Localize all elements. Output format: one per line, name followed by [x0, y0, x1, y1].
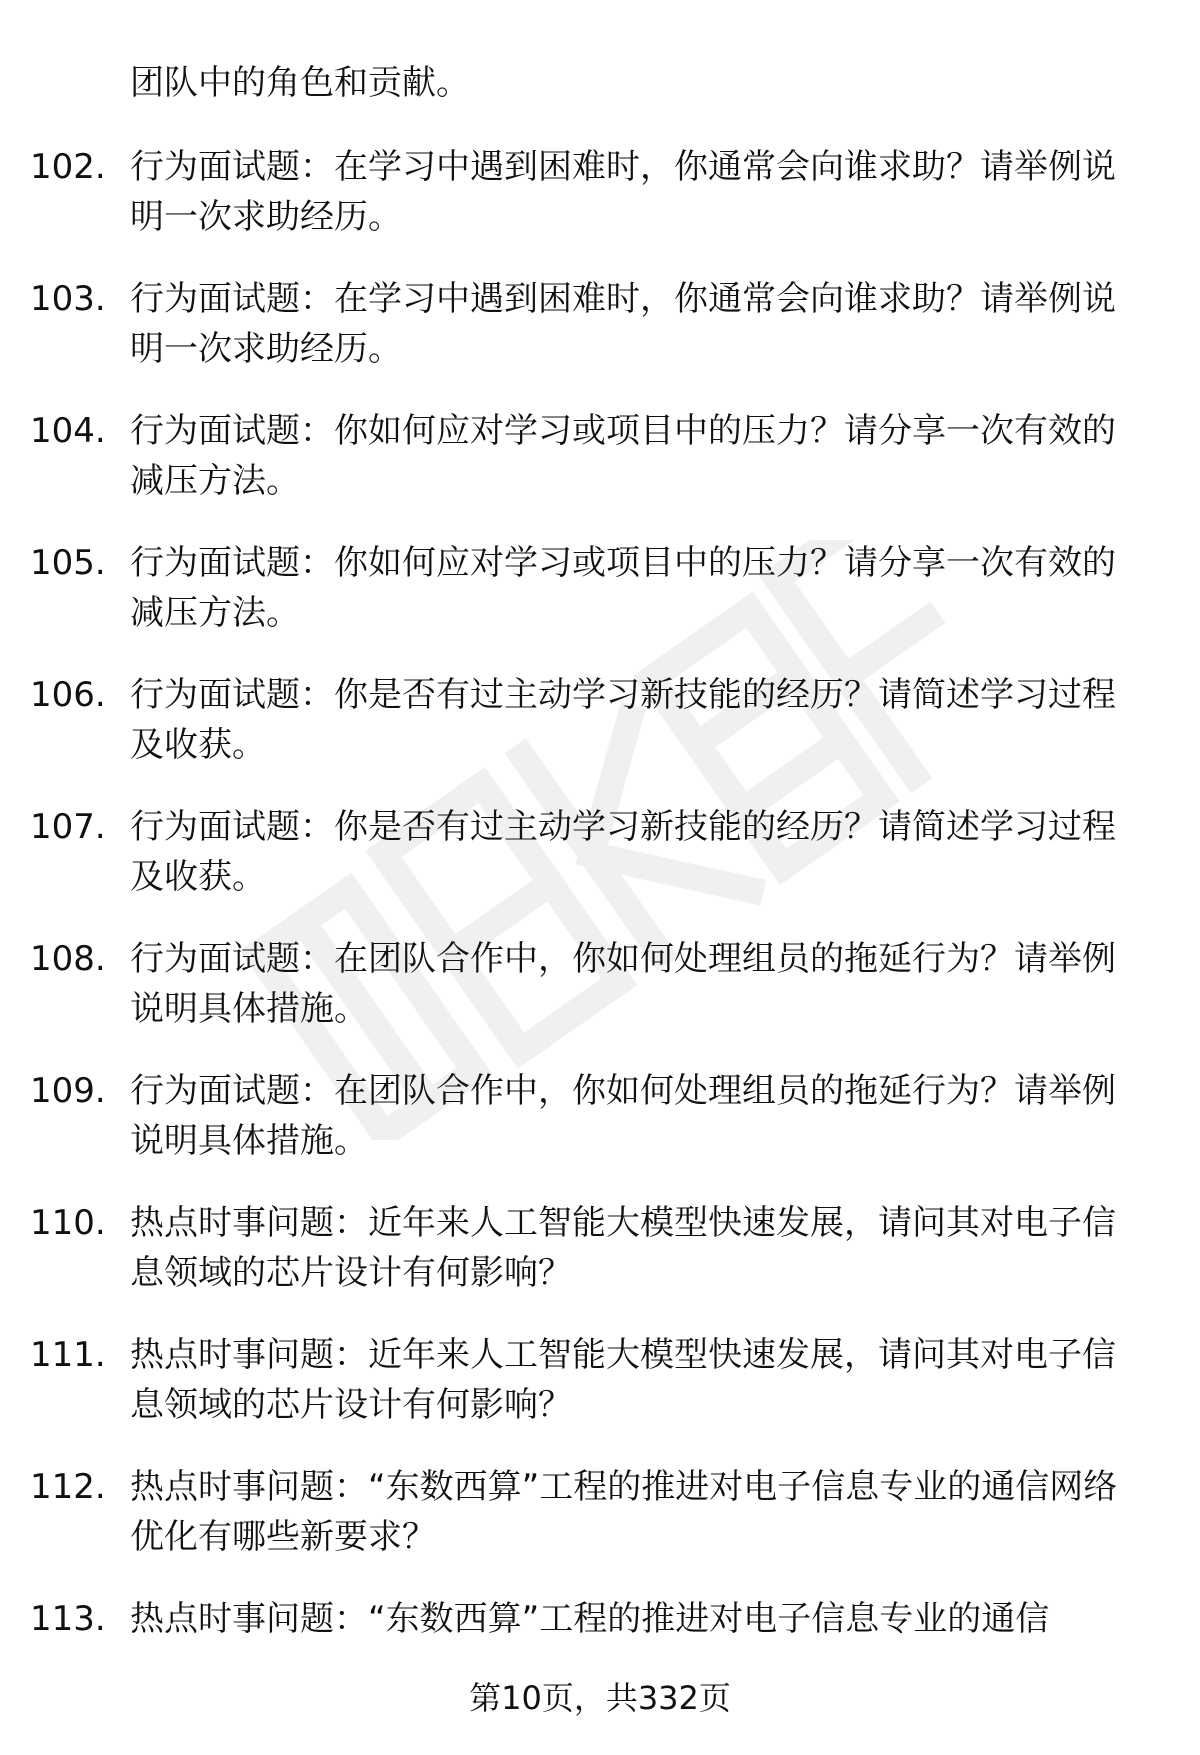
- question-list: [0, 142, 1200, 1726]
- question-text: 行为面试题：在团队合作中，你如何处理组员的拖延行为？请举例说明具体措施。: [130, 939, 1116, 1029]
- question-item: [0, 538, 1200, 670]
- page-footer: [0, 1676, 1200, 1720]
- question-item: [0, 670, 1200, 802]
- question-text: 行为面试题：你如何应对学习或项目中的压力？请分享一次有效的减压方法。: [130, 411, 1116, 501]
- question-number: 104.: [30, 411, 106, 451]
- question-number: 113.: [30, 1599, 106, 1639]
- question-text: 热点时事问题：“东数西算”工程的推进对电子信息专业的通信网络优化有哪些新要求？: [130, 1467, 1118, 1557]
- question-item: [0, 1462, 1200, 1594]
- continuation-text: 团队中的角色和贡献。: [130, 63, 470, 103]
- question-item: [0, 1198, 1200, 1330]
- question-text: 热点时事问题：近年来人工智能大模型快速发展，请问其对电子信息领域的芯片设计有何影响？: [130, 1335, 1116, 1425]
- question-number: 112.: [30, 1467, 106, 1507]
- question-number: 108.: [30, 939, 106, 979]
- question-text: 行为面试题：你如何应对学习或项目中的压力？请分享一次有效的减压方法。: [130, 543, 1116, 633]
- question-text: 行为面试题：在团队合作中，你如何处理组员的拖延行为？请举例说明具体措施。: [130, 1071, 1116, 1161]
- question-number: 107.: [30, 807, 106, 847]
- question-item: [0, 1330, 1200, 1462]
- question-number: 103.: [30, 279, 106, 319]
- question-item: [0, 934, 1200, 1066]
- question-number: 105.: [30, 543, 106, 583]
- question-number: 111.: [30, 1335, 106, 1375]
- question-item: [0, 142, 1200, 274]
- question-text: 行为面试题：在学习中遇到困难时，你通常会向谁求助？请举例说明一次求助经历。: [130, 147, 1116, 237]
- question-text: 行为面试题：你是否有过主动学习新技能的经历？请简述学习过程及收获。: [130, 807, 1116, 897]
- question-number: 106.: [30, 675, 106, 715]
- question-item: [0, 802, 1200, 934]
- question-number: 110.: [30, 1203, 106, 1243]
- question-text: 行为面试题：在学习中遇到困难时，你通常会向谁求助？请举例说明一次求助经历。: [130, 279, 1116, 369]
- question-text: 行为面试题：你是否有过主动学习新技能的经历？请简述学习过程及收获。: [130, 675, 1116, 765]
- question-text: 热点时事问题：近年来人工智能大模型快速发展，请问其对电子信息领域的芯片设计有何影响？: [130, 1203, 1116, 1293]
- question-number: 109.: [30, 1071, 106, 1111]
- question-number: 102.: [30, 147, 106, 187]
- question-text: 热点时事问题：“东数西算”工程的推进对电子信息专业的通信: [130, 1599, 1050, 1639]
- page-number-label: 第10页，共332页: [469, 1679, 731, 1717]
- question-item: [0, 274, 1200, 406]
- question-item: [0, 1066, 1200, 1198]
- question-item: [0, 406, 1200, 538]
